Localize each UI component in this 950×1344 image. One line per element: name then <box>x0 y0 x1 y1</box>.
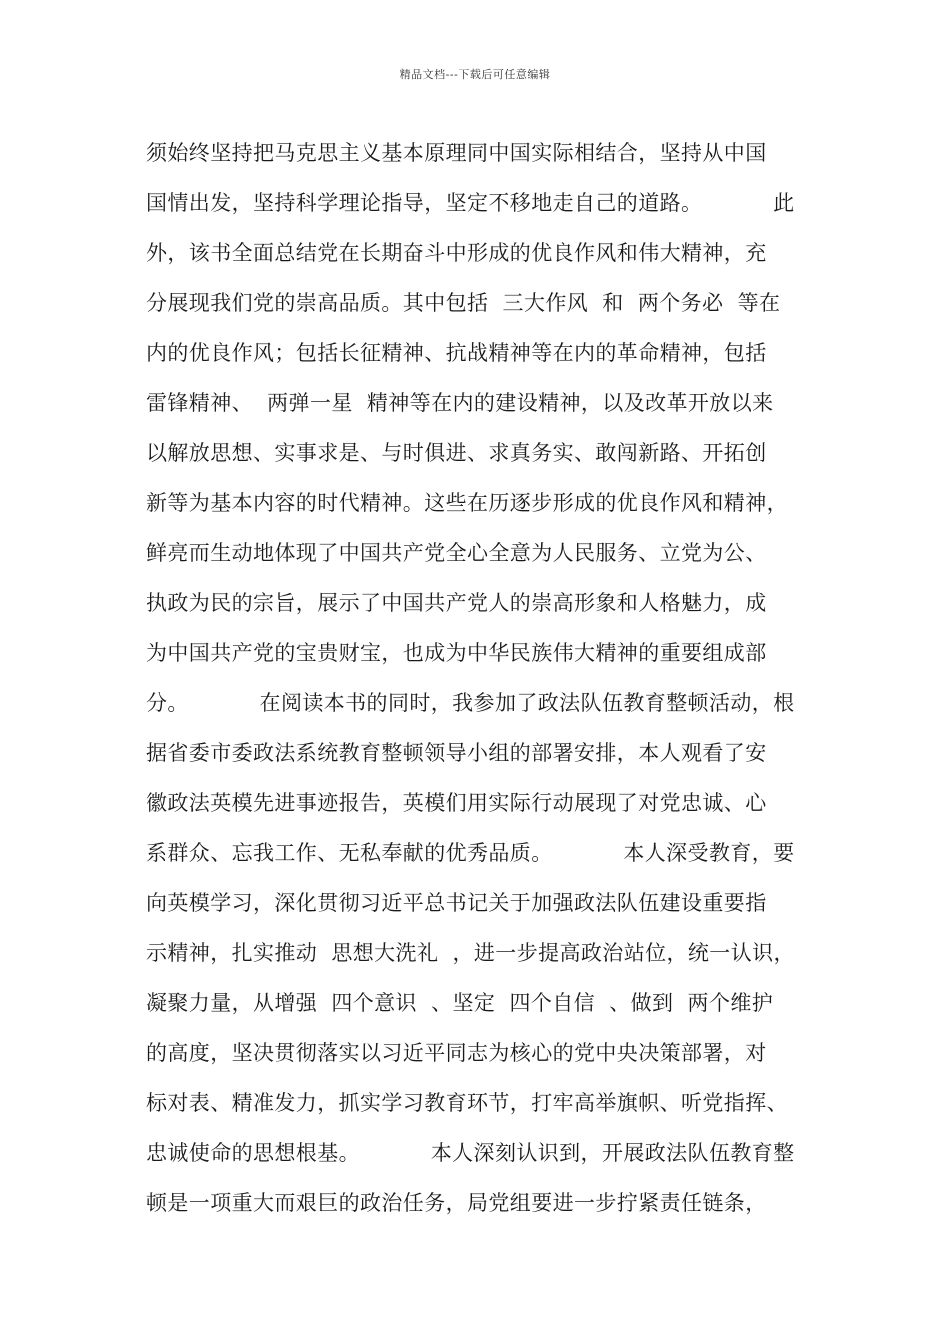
text-line: 以解放思想、实事求是、与时俱进、求真务实、敢闯新路、开拓创 <box>146 441 767 465</box>
text-line: 分展现我们党的崇高品质。其中包括 三大作风 和 两个务必 等在 <box>146 291 781 315</box>
text-line: 内的优良作风；包括长征精神、抗战精神等在内的革命精神，包括 <box>146 341 767 365</box>
text-line: 据省委市委政法系统教育整顿领导小组的部署安排，本人观看了安 <box>146 741 767 765</box>
text-line: 外，该书全面总结党在长期奋斗中形成的优良作风和伟大精神，充 <box>146 241 767 265</box>
text-line: 标对表、精准发力，抓实学习教育环节，打牢高举旗帜、听党指挥、 <box>146 1091 788 1115</box>
text-line: 雷锋精神、 两弹一星 精神等在内的建设精神，以及改革开放以来 <box>146 391 774 415</box>
text-line: 凝聚力量，从增强 四个意识 、坚定 四个自信 、做到 两个维护 <box>146 991 774 1015</box>
text-line: 执政为民的宗旨，展示了中国共产党人的崇高形象和人格魅力，成 <box>146 591 767 615</box>
text-line: 的高度，坚决贯彻落实以习近平同志为核心的党中央决策部署，对 <box>146 1041 767 1065</box>
text-line: 须始终坚持把马克思主义基本原理同中国实际相结合，坚持从中国 <box>146 141 767 165</box>
body-text <box>146 128 826 1228</box>
text-line: 忠诚使命的思想根基。 本人深刻认识到，开展政法队伍教育整 <box>146 1141 795 1165</box>
text-line: 示精神，扎实推动 思想大洗礼 ，进一步提高政治站位，统一认识， <box>146 941 795 965</box>
text-line: 徽政法英模先进事迹报告，英模们用实际行动展现了对党忠诚、心 <box>146 791 767 815</box>
text-line: 分。 在阅读本书的同时，我参加了政法队伍教育整顿活动，根 <box>146 691 795 715</box>
text-line: 向英模学习，深化贯彻习近平总书记关于加强政法队伍建设重要指 <box>146 891 767 915</box>
text-line: 新等为基本内容的时代精神。这些在历逐步形成的优良作风和精神， <box>146 491 788 515</box>
text-line: 顿是一项重大而艰巨的政治任务，局党组要进一步拧紧责任链条， <box>146 1191 767 1215</box>
text-line: 国情出发，坚持科学理论指导，坚定不移地走自己的道路。 此 <box>146 191 795 215</box>
text-line: 系群众、忘我工作、无私奉献的优秀品质。 本人深受教育，要 <box>146 841 795 865</box>
page-header: 精品文档---下载后可任意编辑 <box>399 68 551 81</box>
text-line: 鲜亮而生动地体现了中国共产党全心全意为人民服务、立党为公、 <box>146 541 767 565</box>
text-line: 为中国共产党的宝贵财宝，也成为中华民族伟大精神的重要组成部 <box>146 641 767 665</box>
